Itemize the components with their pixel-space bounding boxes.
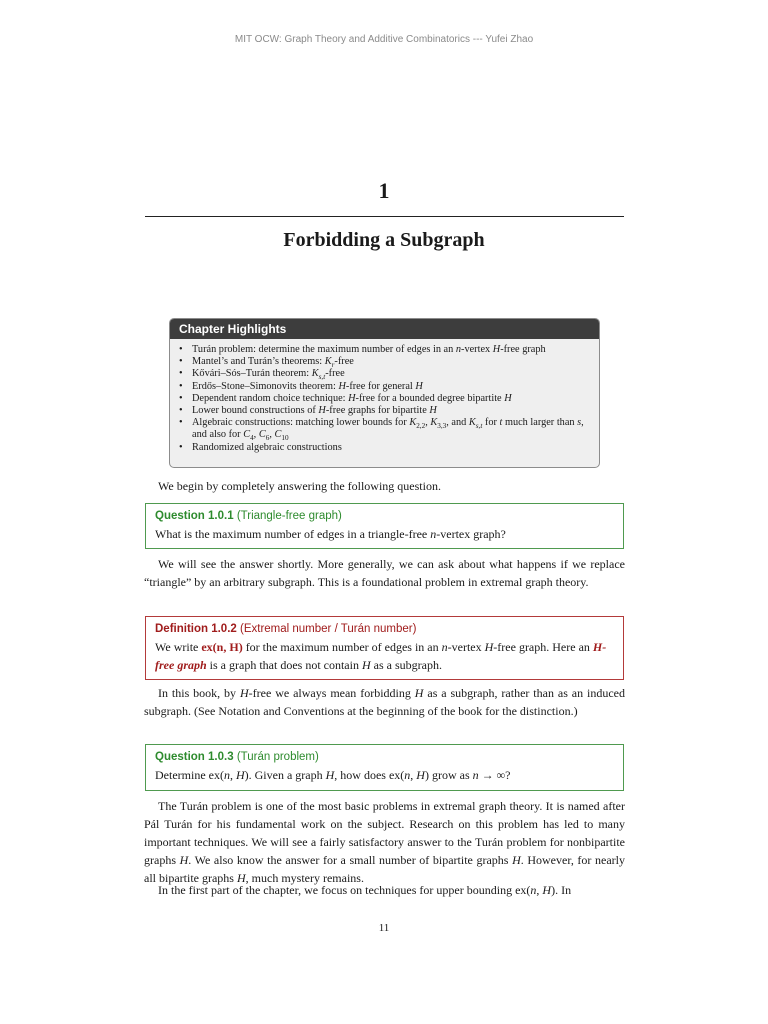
question-box-1	[145, 503, 624, 549]
question-text: Determine ex(n, H). Given a graph H, how does ex(n, H) grow as n → ∞?	[155, 768, 511, 782]
definition-heading: Definition 1.0.2 (Extremal number / Turán number)	[155, 623, 417, 635]
highlight-item: • Kővári–Sós–Turán theorem: $K_{s,t}$-free	[192, 368, 591, 380]
highlight-item: • Mantel’s and Turán’s theorems: $K_r$-free	[192, 356, 591, 368]
chapter-rule	[145, 216, 624, 217]
highlight-item: • Turán problem: determine the maximum number of edges in an n-vertex H-free graph	[192, 344, 591, 356]
running-head: MIT OCW: Graph Theory and Additive Combinatorics --- Yufei Zhao	[234, 34, 534, 45]
question-text: What is the maximum number of edges in a triangle-free n-vertex graph?	[155, 527, 506, 541]
chapter-highlights-title: Chapter Highlights	[170, 319, 599, 339]
question-box-2	[145, 744, 624, 791]
chapter-title: Forbidding a Subgraph	[283, 229, 485, 251]
paragraph-h-free-meaning: In this book, by H-free we always mean forbidding H as a subgraph, rather than as an induced subgraph. (See Notation and Conventions at the beginning of the book for the distinction.)	[144, 686, 625, 718]
chapter-number: 1	[378, 178, 390, 203]
page-number: 11	[378, 922, 390, 934]
highlight-item: • Erdős–Stone–Simonovits theorem: H-free for general H	[192, 381, 591, 393]
highlights-list	[170, 344, 599, 454]
intro-paragraph: We begin by completely answering the following question.	[158, 479, 441, 493]
chapter-highlights-box	[169, 318, 600, 468]
paragraph-upper-bounding: In the first part of the chapter, we focus on techniques for upper bounding ex(n, H). In	[158, 883, 572, 897]
definition-text: We write ex(n, H) for the maximum number of edges in an n-vertex H-free graph. Here an H-free graph is a graph that does not contain H as a subgraph.	[155, 640, 607, 672]
paragraph-extremal-intro: We will see the answer shortly. More generally, we can ask about what happens if we replace “triangle” by an arbitrary subgraph. This is a foundational problem in extremal graph theory.	[144, 557, 625, 589]
highlight-item: • Lower bound constructions of H-free graphs for bipartite H	[192, 405, 591, 417]
highlight-item: • Dependent random choice technique: H-free for a bounded degree bipartite H	[192, 393, 591, 405]
question-heading: Question 1.0.3 (Turán problem)	[155, 751, 319, 763]
paragraph-turan-problem: The Turán problem is one of the most basic problems in extremal graph theory. It is named after Pál Turán for his fundamental work on the subject. Research on this problem has led to many important techniques. We will see a fairly satisfactory answer to the Turán problem for nonbipartite graphs H. We also know the answer for a small number of bipartite graphs H. However, for nearly all bipartite graphs H, much mystery remains.	[144, 799, 625, 885]
question-heading: Question 1.0.1 (Triangle-free graph)	[155, 510, 342, 522]
highlight-item: • Algebraic constructions: matching lower bounds for $K_{2,2}$, $K_{3,3}$, and $K_{s,t}$ for t much larger than s, and also for $C_4$, $C_6$, $C_{10}$	[192, 417, 591, 441]
definition-box	[145, 616, 624, 680]
highlight-item: • Randomized algebraic constructions	[192, 442, 591, 454]
